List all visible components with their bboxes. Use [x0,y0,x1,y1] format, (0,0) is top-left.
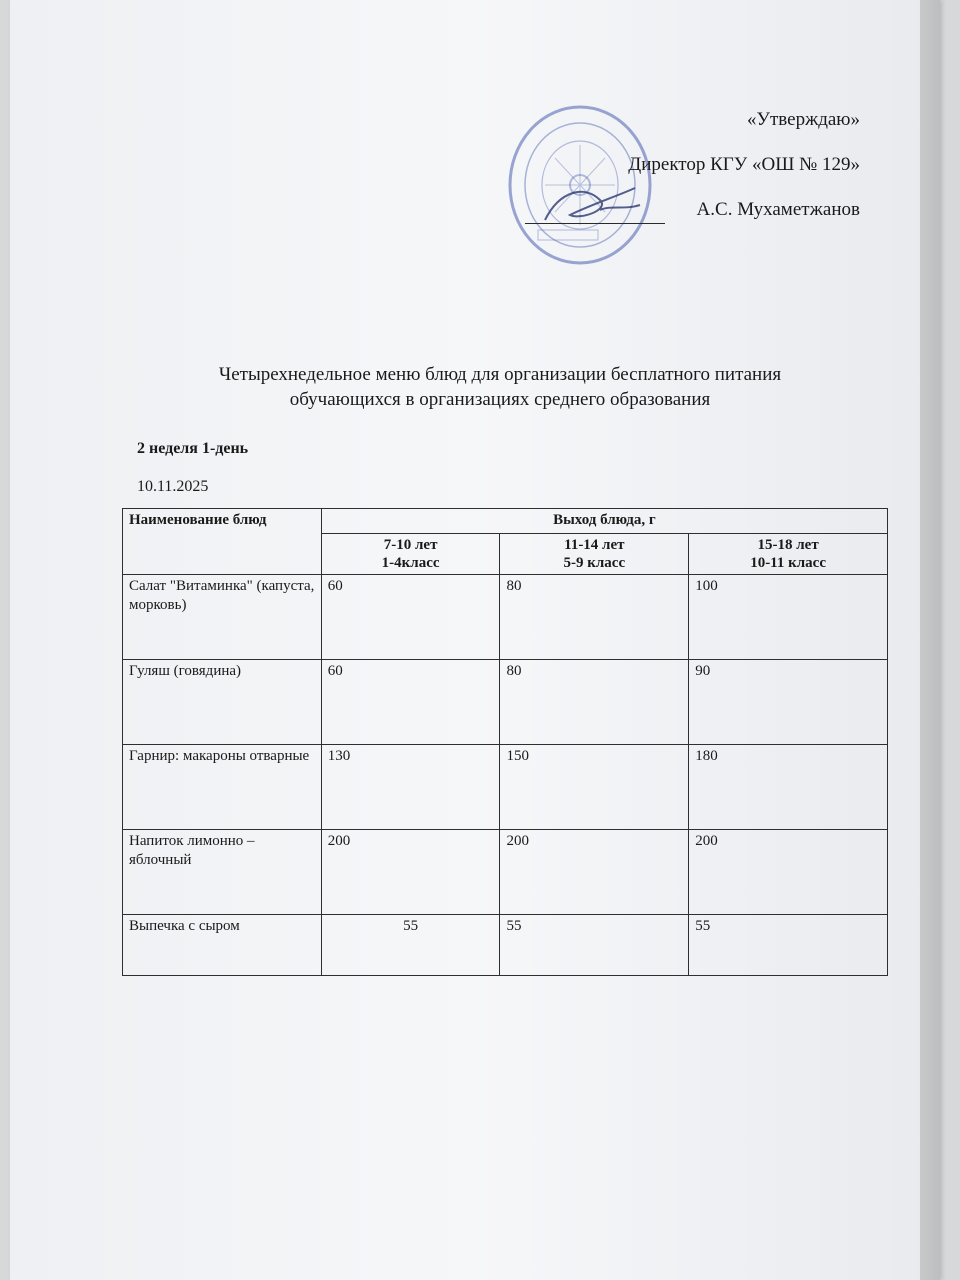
director-position: Директор КГУ «ОШ № 129» [628,154,860,175]
dish-name: Выпечка с сыром [123,915,322,976]
header-output: Выход блюда, г [321,509,887,534]
approval-block [480,110,860,245]
portion-value: 60 [321,575,500,660]
portion-value: 200 [689,830,888,915]
portion-value: 200 [321,830,500,915]
table-row [123,830,888,915]
week-day-label: 2 неделя 1-день [137,440,249,457]
dish-name: Напиток лимонно – яблочный [123,830,322,915]
portion-value: 80 [500,575,689,660]
portion-value: 200 [500,830,689,915]
menu-table [122,508,888,976]
menu-date: 10.11.2025 [137,478,209,495]
portion-value: 180 [689,745,888,830]
table-row [123,745,888,830]
grade-range: 1-4класс [381,555,440,571]
portion-value: 55 [500,915,689,976]
approve-label: «Утверждаю» [747,109,860,130]
signature-line [525,223,665,224]
portion-value: 55 [321,915,500,976]
document-title [120,362,880,412]
dish-name: Салат "Витаминка" (капуста, морковь) [123,575,322,660]
table-row [123,660,888,745]
portion-value: 60 [321,660,500,745]
page-edge [920,0,940,1280]
header-age-group [321,534,500,575]
portion-value: 130 [321,745,500,830]
portion-value: 100 [689,575,888,660]
portion-value: 90 [689,660,888,745]
table-header-row [123,509,888,534]
age-range: 15-18 лет [757,537,819,553]
grade-range: 10-11 класс [750,555,826,571]
director-name: А.С. Мухаметжанов [696,199,860,220]
dish-name: Гарнир: макароны отварные [123,745,322,830]
grade-range: 5-9 класс [563,555,626,571]
title-line-2: обучающихся в организациях среднего образования [289,389,711,410]
portion-value: 150 [500,745,689,830]
header-age-group [500,534,689,575]
dish-name: Гуляш (говядина) [123,660,322,745]
portion-value: 80 [500,660,689,745]
title-line-1: Четырехнедельное меню блюд для организации бесплатного питания [218,364,782,385]
table-row [123,915,888,976]
age-range: 11-14 лет [564,537,625,553]
age-range: 7-10 лет [383,537,438,553]
header-dish-name: Наименование блюд [123,509,322,575]
table-row [123,575,888,660]
header-age-group [689,534,888,575]
portion-value: 55 [689,915,888,976]
